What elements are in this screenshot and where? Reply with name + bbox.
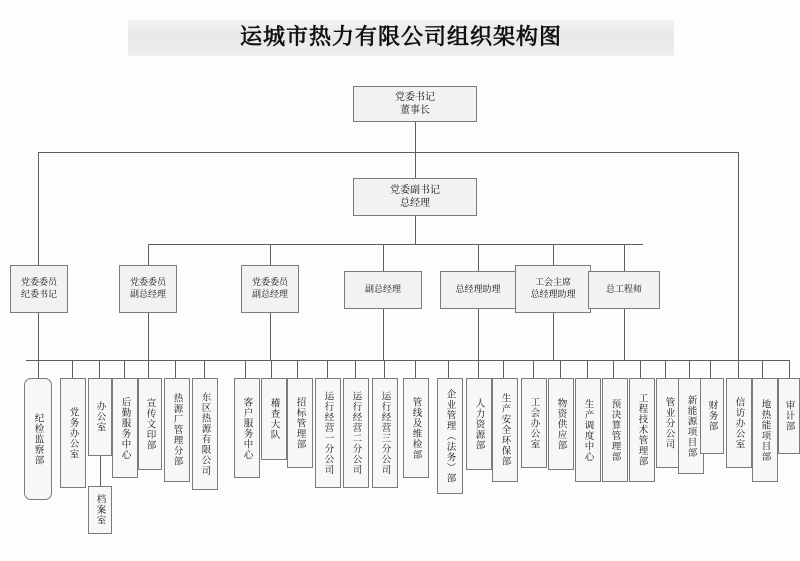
connector-bus-to-dept-22: [640, 360, 641, 378]
dept-office-label: 办公室: [94, 401, 106, 433]
dept-operation-2-label: 运行经营二分公司: [350, 391, 362, 475]
dept-production-dispatch-label: 生产调度中心: [582, 398, 594, 462]
dept-engineering-tech-label: 工程技术管理部: [636, 393, 648, 467]
dept-archives-label: 档案室: [94, 494, 106, 526]
dept-bidding[interactable]: [287, 378, 313, 468]
connector-bus-to-dept-10: [297, 360, 298, 378]
node-deputy-gm-1-line-2: 副总经理: [129, 290, 166, 300]
dept-office[interactable]: [88, 378, 112, 456]
dept-finance[interactable]: [700, 378, 724, 454]
connector-bus-to-dept-25: [710, 360, 711, 378]
dept-publicity[interactable]: [138, 378, 162, 470]
dept-bidding-label: 招标管理部: [294, 396, 306, 450]
connector-bus-to-dept-4: [124, 360, 125, 378]
dept-operation-2[interactable]: [343, 378, 369, 488]
connector-bus-to-dept-12: [355, 360, 356, 378]
dept-heat-source-branch[interactable]: [164, 378, 190, 482]
node-union-chair-line-1: 工会主席: [534, 278, 571, 288]
connector-bus-right-extend: [762, 360, 790, 361]
connector-bus-to-dept-20: [587, 360, 588, 378]
connector-bus-to-dept-1: [38, 360, 39, 378]
connector-discipline-to-bus: [38, 313, 39, 360]
connector-right-edge-to-bus: [738, 278, 739, 360]
connector-bus-to-dept-6: [175, 360, 176, 378]
connector-bus-to-dept-16: [478, 360, 479, 378]
connector-bus-to-dept-26: [738, 360, 739, 378]
dept-new-energy-project-label: 新能源项目部: [685, 394, 697, 458]
dept-heat-source-branch-label: 热源厂管理分部: [171, 393, 183, 467]
connector-right-edge-to-audit: [789, 360, 790, 378]
connector-bus-to-dept-8: [245, 360, 246, 378]
dept-archives[interactable]: [88, 486, 112, 534]
connector-chiefeng-to-bus: [624, 309, 625, 360]
node-general-manager[interactable]: [353, 178, 477, 216]
connector-deputy2-to-bus: [270, 313, 271, 360]
connector-top-bus-left-drop: [38, 152, 39, 278]
node-chairman[interactable]: [353, 86, 477, 122]
dept-safety-env-label: 生产安全环保部: [499, 393, 511, 467]
node-deputy-gm-1[interactable]: [119, 265, 177, 313]
dept-operation-1-label: 运行经营一分公司: [322, 391, 334, 475]
dept-safety-env[interactable]: [492, 378, 518, 482]
connector-gm-drop: [415, 216, 416, 244]
connector-level2-bus: [148, 244, 643, 245]
dept-audit-label: 审计部: [783, 400, 795, 432]
dept-publicity-label: 宣传文印部: [144, 397, 156, 451]
connector-top-bus: [38, 152, 738, 153]
dept-audit[interactable]: [778, 378, 800, 454]
node-deputy-gm-2-line-1: 党委委员: [251, 278, 288, 288]
node-discipline-secretary-line-1: 党委委员: [20, 278, 57, 288]
connector-bus-to-dept-9: [271, 360, 272, 378]
dept-operation-1[interactable]: [315, 378, 341, 488]
dept-geothermal-project-label: 地热能项目部: [759, 398, 771, 462]
connector-bus-to-dept-15: [448, 360, 449, 378]
node-chairman-line-2: 董事长: [400, 105, 430, 116]
dept-party-office[interactable]: [60, 378, 86, 488]
connector-bus-to-dept-5: [148, 360, 149, 378]
dept-production-dispatch[interactable]: [575, 378, 601, 482]
connector-bus-to-dept-18: [533, 360, 534, 378]
dept-customer-service[interactable]: [234, 378, 260, 478]
connector-top-bus-right-drop: [738, 152, 739, 278]
node-chairman-line-1: 党委书记: [395, 92, 435, 103]
dept-budget-management-label: 预决算管理部: [609, 398, 621, 462]
connector-bus-to-dept-27: [762, 360, 763, 378]
dept-pipeline-maintenance-label: 管线及维检部: [410, 396, 422, 460]
connector-bus-to-dept-24: [689, 360, 690, 378]
node-general-manager-line-2: 总经理: [400, 198, 430, 209]
dept-petition-office[interactable]: [726, 378, 752, 468]
connector-department-bus: [26, 360, 762, 361]
dept-enterprise-legal[interactable]: [437, 378, 463, 494]
dept-geothermal-project[interactable]: [752, 378, 778, 482]
dept-engineering-tech[interactable]: [629, 378, 655, 482]
dept-inspection-team-label: 稽查大队: [268, 398, 280, 440]
dept-east-heat-source[interactable]: [192, 378, 218, 490]
node-gm-assistant-line-1: 总经理助理: [455, 285, 501, 295]
node-chief-engineer-line-1: 总工程师: [605, 285, 642, 295]
node-gm-assistant[interactable]: [440, 271, 516, 309]
connector-gmassist-to-bus: [478, 309, 479, 360]
connector-bus-to-dept-11: [327, 360, 328, 378]
dept-petition-office-label: 信访办公室: [733, 396, 745, 450]
connector-bus-to-dept-2: [72, 360, 73, 378]
connector-top-bus-stub: [415, 152, 416, 178]
connector-office-to-archives: [100, 456, 101, 486]
dept-union-office-label: 工会办公室: [528, 396, 540, 450]
dept-pipe-branch-label: 管业分公司: [663, 396, 675, 450]
dept-operation-3-label: 运行经营三分公司: [379, 391, 391, 475]
dept-discipline-inspection-label: 纪检监察部: [32, 412, 44, 466]
dept-logistics-service[interactable]: [112, 378, 138, 478]
connector-bus-to-dept-13: [384, 360, 385, 378]
connector-bus-to-dept-21: [613, 360, 614, 378]
dept-east-heat-source-label: 东区热源有限公司: [199, 392, 211, 476]
dept-customer-service-label: 客户服务中心: [241, 396, 253, 460]
dept-union-office[interactable]: [521, 378, 547, 468]
node-discipline-secretary[interactable]: [10, 265, 68, 313]
dept-enterprise-legal-label: 企业管理（法务）部: [444, 388, 456, 484]
dept-budget-management[interactable]: [602, 378, 628, 482]
connector-bus-to-dept-14: [415, 360, 416, 378]
connector-bus-to-dept-19: [560, 360, 561, 378]
connector-deputy3-to-bus: [383, 309, 384, 360]
dept-discipline-inspection[interactable]: [24, 378, 52, 500]
node-deputy-gm-2-line-2: 副总经理: [251, 290, 288, 300]
connector-bus-to-dept-17: [503, 360, 504, 378]
connector-union-to-bus: [553, 313, 554, 360]
node-union-chair-line-2: 总经理助理: [530, 290, 576, 300]
dept-finance-label: 财务部: [706, 400, 718, 432]
node-chief-engineer[interactable]: [588, 271, 660, 309]
connector-deputy1-to-bus: [148, 313, 149, 360]
dept-materials-supply-label: 物资供应部: [555, 397, 567, 451]
node-union-chair[interactable]: [515, 265, 591, 313]
node-discipline-secretary-line-2: 纪委书记: [20, 290, 57, 300]
dept-logistics-service-label: 后勤服务中心: [119, 396, 131, 460]
node-general-manager-line-1: 党委副书记: [390, 185, 440, 196]
dept-party-office-label: 党务办公室: [67, 406, 79, 460]
node-deputy-gm-3[interactable]: [344, 271, 422, 309]
node-deputy-gm-2[interactable]: [241, 265, 299, 313]
dept-materials-supply[interactable]: [548, 378, 574, 470]
connector-bus-to-dept-23: [665, 360, 666, 378]
node-deputy-gm-3-line-1: 副总经理: [364, 285, 401, 295]
connector-bus-to-dept-3: [99, 360, 100, 378]
dept-hr-label: 人力资源部: [473, 397, 485, 451]
node-deputy-gm-1-line-1: 党委委员: [129, 278, 166, 288]
connector-bus-to-dept-7: [204, 360, 205, 378]
dept-hr[interactable]: [466, 378, 492, 470]
dept-operation-3[interactable]: [372, 378, 398, 488]
dept-pipeline-maintenance[interactable]: [403, 378, 429, 478]
page-title: 运城市热力有限公司组织架构图: [239, 25, 562, 50]
dept-inspection-team[interactable]: [261, 378, 287, 460]
